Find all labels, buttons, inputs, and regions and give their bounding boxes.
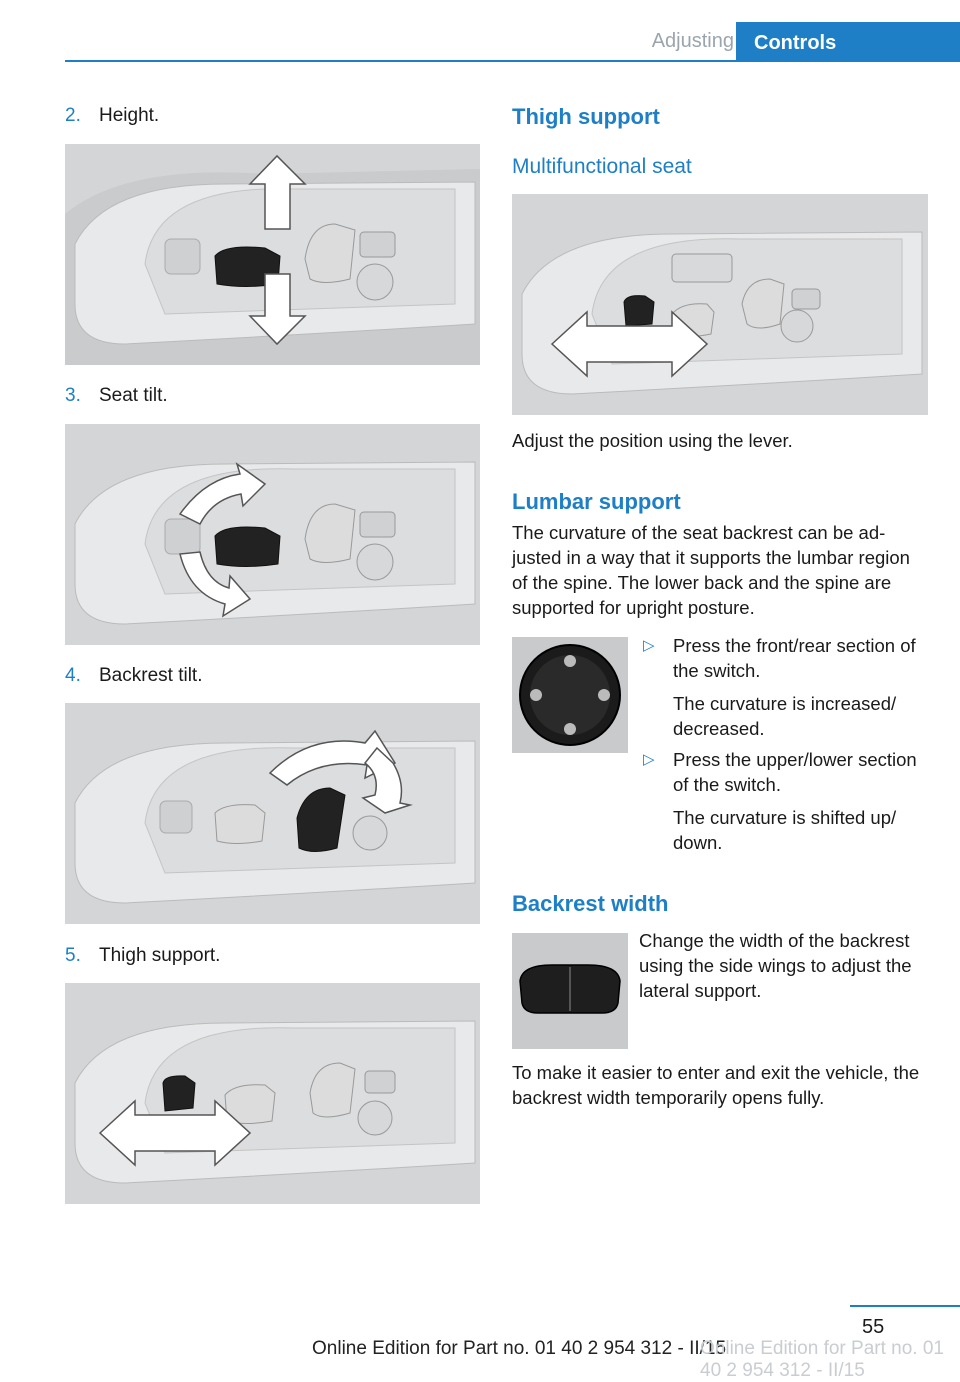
figure-lumbar-switch xyxy=(512,637,628,753)
subheading-multifunctional-seat: Multifunctional seat xyxy=(512,155,692,178)
figure-thigh-support xyxy=(65,983,480,1204)
page-number: 55 xyxy=(862,1316,885,1338)
bullet-front-rear: ▷ Press the front/rear section of the switch. The curvature is increased/ decreased. xyxy=(643,635,916,739)
list-item-seat-tilt: 3. Seat tilt. xyxy=(65,385,168,406)
bullet-upper-lower: ▷ Press the upper/lower section of the switch. The curvature is shifted up/ down. xyxy=(643,749,917,853)
header-section: Adjusting xyxy=(651,30,734,52)
heading-backrest-width: Backrest width xyxy=(512,891,669,916)
figure-backrest-tilt xyxy=(65,703,480,924)
footer-rule xyxy=(850,1305,960,1307)
footer-edition: Online Edition for Part no. 01 40 2 954 312 - II/15 xyxy=(312,1338,727,1359)
header-rule xyxy=(65,60,960,62)
list-item-thigh-support: 5. Thigh support. xyxy=(65,945,221,966)
heading-thigh-support: Thigh support xyxy=(512,104,660,129)
header-tab: Controls xyxy=(736,22,960,62)
triangle-right-icon: ▷ xyxy=(643,751,655,768)
thigh-support-text: Adjust the position using the lever. xyxy=(512,430,793,451)
lumbar-support-text: The curvature of the seat backrest can be adjusted in a way that it supports the lumbar region of the spine. The lower back and the spine are supported for upright posture. xyxy=(512,522,910,618)
backrest-width-text: Change the width of the backrest using the side wings to adjust the lateral support. xyxy=(639,930,912,1001)
list-item-backrest-tilt: 4. Backrest tilt. xyxy=(65,665,203,686)
triangle-right-icon: ▷ xyxy=(643,637,655,654)
footer-watermark: Online Edition for Part no. 01 40 2 954 312 - II/15 xyxy=(700,1338,944,1381)
figure-thigh-support-lever xyxy=(512,194,928,415)
list-item-height: 2. Height. xyxy=(65,105,160,126)
figure-height xyxy=(65,144,480,365)
figure-backrest-width-switch xyxy=(512,933,628,1049)
heading-lumbar-support: Lumbar support xyxy=(512,489,681,514)
figure-seat-tilt xyxy=(65,424,480,645)
backrest-width-note: To make it easier to enter and exit the vehicle, the backrest width temporarily opens fully. xyxy=(512,1062,920,1108)
